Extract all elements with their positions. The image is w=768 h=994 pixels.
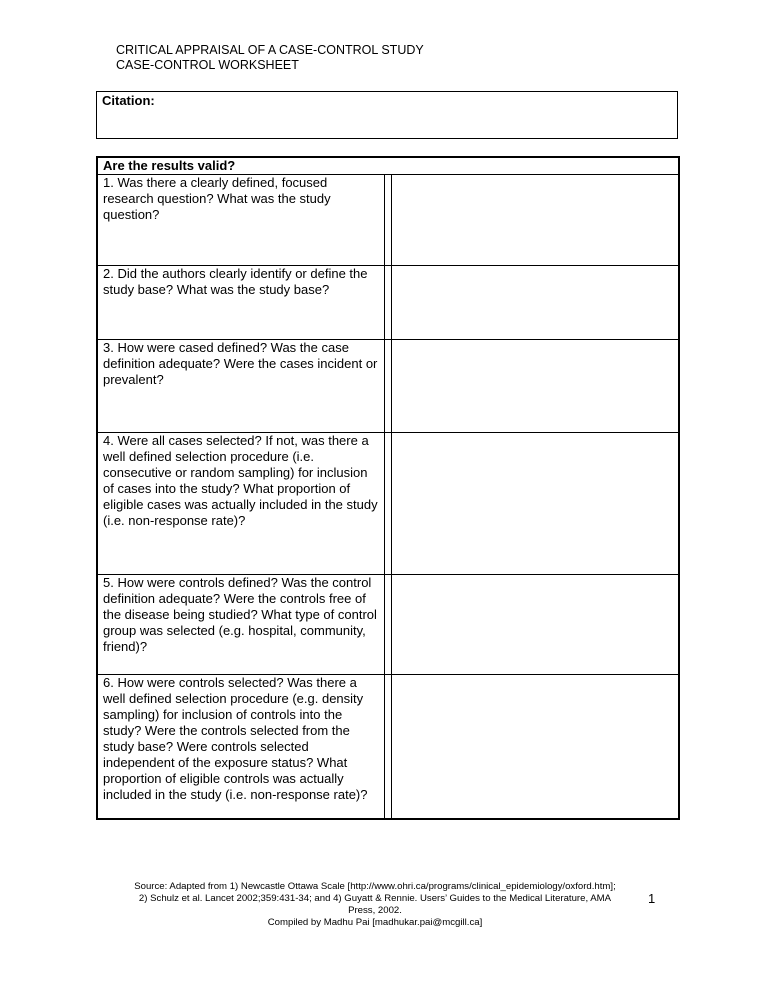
- question-row-5: [98, 575, 678, 675]
- answer-field-3[interactable]: [391, 340, 678, 432]
- worksheet-table: [96, 156, 680, 820]
- question-row-6: [98, 675, 678, 818]
- footer-compiled-by: Compiled by Madhu Pai [madhukar.pai@mcgill.ca]: [267, 917, 483, 928]
- question-row-2: [98, 266, 678, 340]
- footer-source-line: Source: Adapted from 1) Newcastle Ottawa Scale [http://www.ohri.ca/programs/clinical_epidemiology/oxford.htm];: [134, 881, 616, 892]
- question-text: 3. How were cased defined? Was the case definition adequate? Were the cases incident or prevalent?: [98, 340, 385, 432]
- answer-field-5[interactable]: [391, 575, 678, 674]
- page-number: 1: [648, 891, 656, 906]
- answer-field-1[interactable]: [391, 175, 678, 265]
- question-row-3: [98, 340, 678, 433]
- footer-source-line: 2) Schulz et al. Lancet 2002;359:431-34; and 4) Guyatt & Rennie. Users’ Guides to the Medical Literature, AMA: [138, 893, 612, 904]
- footer-source-line: Press, 2002.: [348, 905, 402, 916]
- page-header: [116, 43, 424, 73]
- answer-field-2[interactable]: [391, 266, 678, 339]
- question-text: 4. Were all cases selected? If not, was there a well defined selection procedure (i.e. consecutive or random sampling) for inclusion of cases into the study? What proportion of eligible cases was actually included in the study (i.e. non-response rate)?: [98, 433, 385, 574]
- question-text: 1. Was there a clearly defined, focused research question? What was the study question?: [98, 175, 385, 265]
- header-subtitle: CASE-CONTROL WORKSHEET: [116, 58, 299, 72]
- answer-field-4[interactable]: [391, 433, 678, 574]
- citation-field[interactable]: [96, 91, 678, 139]
- citation-label: Citation:: [102, 93, 155, 108]
- question-row-4: [98, 433, 678, 575]
- section-title: Are the results valid?: [98, 158, 678, 175]
- question-row-1: [98, 175, 678, 266]
- question-text: 2. Did the authors clearly identify or define the study base? What was the study base?: [98, 266, 385, 339]
- question-text: 5. How were controls defined? Was the control definition adequate? Were the controls free of the disease being studied? What type of control group was selected (e.g. hospital, community, friend)?: [98, 575, 385, 674]
- header-title: CRITICAL APPRAISAL OF A CASE-CONTROL STUDY: [116, 43, 424, 57]
- question-text: 6. How were controls selected? Was there a well defined selection procedure (e.g. density sampling) for inclusion of controls into the study? Were the controls selected from the study base? Were controls selected independent of the exposure status? What proportion of eligible controls was actually included in the study (i.e. non-response rate)?: [98, 675, 385, 818]
- page-footer: [110, 881, 640, 929]
- answer-field-6[interactable]: [391, 675, 678, 818]
